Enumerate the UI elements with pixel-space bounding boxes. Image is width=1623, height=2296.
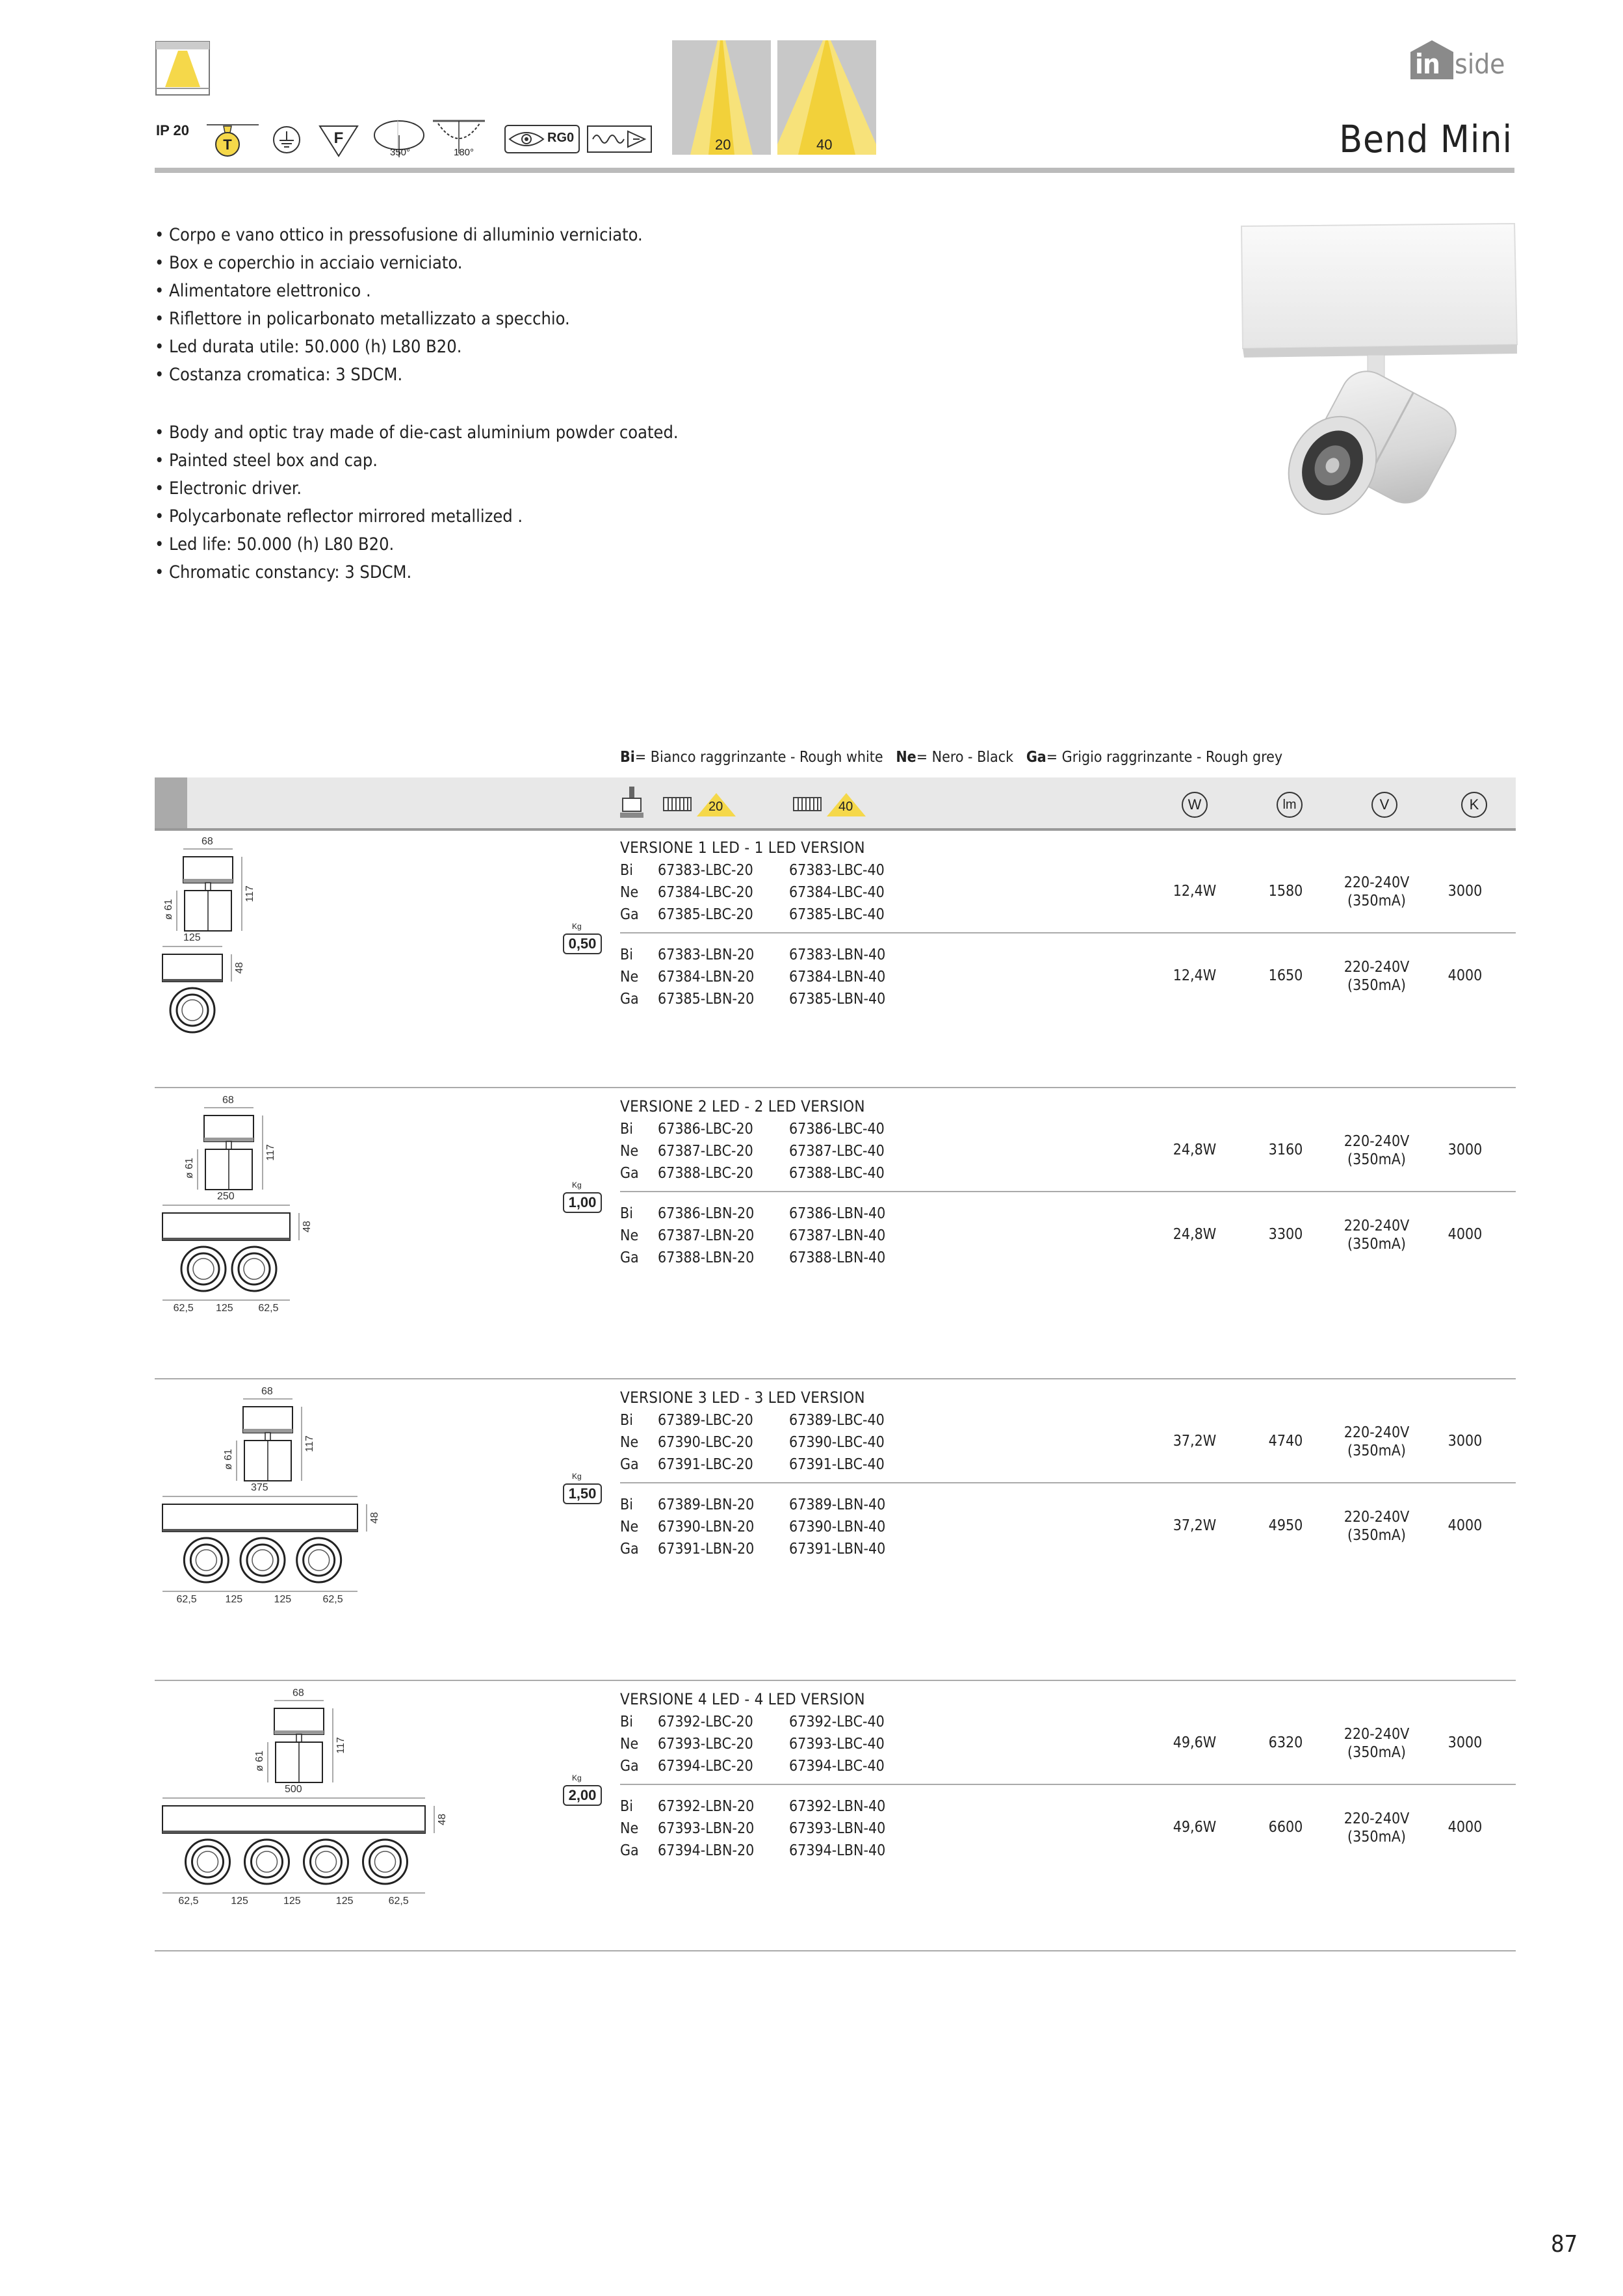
table-row: [620, 1516, 886, 1538]
dim-depth-label: 48: [369, 1512, 380, 1524]
dim-spacing-label: 62,5: [388, 1896, 409, 1907]
spot-lens: [252, 1550, 273, 1571]
product-code-20: 67384-LBC-20: [658, 884, 753, 901]
voltage: [1325, 958, 1429, 995]
table-row: [620, 1409, 885, 1431]
wattage: 12,4W: [1173, 967, 1217, 984]
product-code-20: 67387-LBN-20: [658, 1227, 755, 1244]
description-italian: [155, 221, 643, 389]
color-temperature: 4000: [1448, 967, 1483, 984]
product-code-40: 67385-LBC-40: [789, 906, 885, 923]
version-title: VERSIONE 1 LED - 1 LED VERSION: [620, 839, 865, 857]
code-group: [620, 1203, 886, 1269]
voltage: [1325, 1424, 1429, 1460]
weight-badge: [563, 1472, 602, 1506]
voltage: [1325, 1508, 1429, 1545]
code-group: [620, 1711, 885, 1777]
table-row: [620, 859, 885, 881]
header-lumen-label: lm: [1282, 798, 1297, 812]
rotation-350-label: 350°: [390, 147, 411, 158]
product-code-40: 67384-LBC-40: [789, 884, 885, 901]
lumen: 1580: [1268, 883, 1303, 900]
table-header-underline: [155, 828, 1516, 831]
finish-legend: [620, 749, 1282, 766]
box-base: [204, 1138, 253, 1141]
finish-code: Bi: [620, 1714, 633, 1730]
product-code-20: 67394-LBC-20: [658, 1758, 753, 1775]
product-photo: [1235, 221, 1521, 546]
dim-spacing-label: 62,5: [173, 1303, 194, 1314]
product-code-40: 67384-LBN-40: [789, 969, 886, 985]
lumen: 3300: [1268, 1226, 1303, 1243]
table-row: [620, 1454, 885, 1476]
section-divider: [155, 1378, 1516, 1379]
product-code-20: 67388-LBN-20: [658, 1249, 755, 1266]
current-rating: (350mA): [1347, 1527, 1406, 1544]
legend-ne-text: = Nero - Black: [916, 749, 1014, 766]
stem: [226, 1141, 231, 1149]
product-code-20: 67390-LBN-20: [658, 1519, 755, 1535]
product-code-20: 67392-LBC-20: [658, 1714, 753, 1730]
wattage: 37,2W: [1173, 1517, 1217, 1534]
finish-code: Ne: [620, 969, 639, 985]
table-row: [620, 1818, 886, 1840]
table-row: [620, 1795, 886, 1818]
wattage: 49,6W: [1173, 1819, 1217, 1836]
product-code-40: 67386-LBN-40: [789, 1205, 886, 1222]
product-code-20: 67390-LBC-20: [658, 1434, 753, 1451]
product-code-40: 67390-LBC-40: [789, 1434, 885, 1451]
voltage-range: 220-240V: [1344, 874, 1410, 891]
weight-value: 2,00: [563, 1785, 602, 1806]
logo-in: in: [1415, 48, 1440, 80]
finish-code: Ne: [620, 1519, 639, 1535]
weight-value: 0,50: [563, 933, 602, 954]
product-code-20: 67383-LBC-20: [658, 862, 753, 879]
finish-code: Ne: [620, 1434, 639, 1451]
legend-ga-key: Ga: [1026, 749, 1046, 766]
finish-code: Bi: [620, 1412, 633, 1429]
dim-diameter-label: ø 61: [184, 1157, 196, 1179]
header-kelvin-icon: [1461, 792, 1487, 818]
header-lumen-icon: [1277, 792, 1303, 818]
dim-top-label: 68: [261, 1386, 273, 1397]
box-base: [243, 1429, 292, 1433]
dim-length-label: 125: [183, 932, 201, 943]
dim-spacing-label: 125: [231, 1896, 248, 1907]
current-rating: (350mA): [1347, 893, 1406, 909]
dim-spacing-label: 62,5: [258, 1303, 279, 1314]
voltage-range: 220-240V: [1344, 1424, 1410, 1441]
product-code-40: 67392-LBN-40: [789, 1798, 886, 1815]
group-divider: [620, 932, 1516, 933]
finish-code: Bi: [620, 1121, 633, 1138]
wattage: 12,4W: [1173, 883, 1217, 900]
finish-code: Bi: [620, 862, 633, 879]
track-body: [162, 1504, 357, 1532]
header-volt-icon: [1371, 792, 1397, 818]
product-code-40: 67383-LBC-40: [789, 862, 885, 879]
lumen: 4950: [1268, 1517, 1303, 1534]
product-code-20: 67386-LBN-20: [658, 1205, 755, 1222]
table-row: [620, 1225, 886, 1247]
color-temperature: 3000: [1448, 1734, 1483, 1751]
table-row: [620, 1733, 885, 1755]
beam-20-label: 20: [715, 137, 731, 153]
color-temperature: 3000: [1448, 1433, 1483, 1450]
header-kelvin-label: K: [1469, 796, 1479, 813]
product-code-20: 67385-LBN-20: [658, 991, 755, 1008]
product-code-20: 67393-LBC-20: [658, 1736, 753, 1753]
box-base: [274, 1730, 324, 1734]
lumen: 3160: [1268, 1141, 1303, 1158]
box-base: [183, 879, 233, 883]
table-row: [620, 1162, 885, 1184]
product-code-20: 67383-LBN-20: [658, 946, 755, 963]
track-edge: [162, 1529, 357, 1532]
header-divider: [155, 168, 1514, 173]
finish-code: Bi: [620, 1205, 633, 1222]
voltage: [1325, 1725, 1429, 1762]
voltage: [1325, 1810, 1429, 1846]
technical-drawing: [157, 1091, 376, 1325]
dim-spacing-label: 125: [225, 1594, 243, 1605]
code-group: [620, 1409, 885, 1476]
dim-height-label: 117: [244, 885, 255, 902]
dim-spacing-label: 62,5: [176, 1594, 197, 1605]
code-group: [620, 1494, 886, 1560]
voltage-range: 220-240V: [1344, 1726, 1410, 1743]
desc-it-line: • Box e coperchio in acciaio verniciato.: [155, 253, 463, 273]
finish-code: Ga: [620, 906, 639, 923]
finish-code: Ga: [620, 991, 639, 1008]
temperature-icon: [207, 124, 259, 160]
finish-code: Bi: [620, 1496, 633, 1513]
page-number: 87: [1551, 2231, 1578, 2258]
code-group: [620, 944, 886, 1010]
current-rating: (350mA): [1347, 1829, 1406, 1846]
product-code-40: 67391-LBC-40: [789, 1456, 885, 1473]
weight-badge: [563, 1773, 602, 1807]
finish-code: Ne: [620, 1736, 639, 1753]
legend-bi-text: = Bianco raggrinzante - Rough white: [634, 749, 883, 766]
finish-code: Ga: [620, 1456, 639, 1473]
product-code-40: 67387-LBC-40: [789, 1143, 885, 1160]
lumen: 6600: [1268, 1819, 1303, 1836]
product-code-20: 67391-LBN-20: [658, 1541, 755, 1558]
color-temperature: 4000: [1448, 1819, 1483, 1836]
spot-lens: [316, 1851, 337, 1872]
section-divider: [155, 1950, 1516, 1951]
version-title: VERSIONE 3 LED - 3 LED VERSION: [620, 1389, 865, 1407]
legend-ga-text: = Grigio raggrinzante - Rough grey: [1046, 749, 1283, 766]
logo-side: side: [1455, 48, 1505, 80]
product-code-40: 67386-LBC-40: [789, 1121, 885, 1138]
finish-code: Ga: [620, 1541, 639, 1558]
desc-it-line: • Costanza cromatica: 3 SDCM.: [155, 365, 403, 385]
finish-code: Ga: [620, 1842, 639, 1859]
voltage-range: 220-240V: [1344, 1218, 1410, 1234]
ip-rating: IP 20: [156, 122, 189, 138]
color-temperature: 3000: [1448, 1141, 1483, 1158]
dim-height-label: 117: [335, 1737, 346, 1754]
product-code-40: 67385-LBN-40: [789, 991, 886, 1008]
product-code-20: 67394-LBN-20: [658, 1842, 755, 1859]
dim-length-label: 500: [285, 1784, 302, 1795]
finish-code: Ga: [620, 1758, 639, 1775]
dim-spacing-label: 125: [335, 1896, 354, 1907]
ceiling-mount-icon: [155, 40, 211, 96]
group-divider: [620, 1191, 1516, 1192]
voltage-range: 220-240V: [1344, 1810, 1410, 1827]
product-code-20: 67392-LBN-20: [658, 1798, 755, 1815]
table-row: [620, 1755, 885, 1777]
wattage: 37,2W: [1173, 1433, 1217, 1450]
table-row: [620, 944, 886, 966]
color-temperature: 3000: [1448, 883, 1483, 900]
spot-lens: [193, 1259, 214, 1279]
spot-lens: [375, 1851, 396, 1872]
spot-lens: [244, 1259, 265, 1279]
desc-it-line: • Led durata utile: 50.000 (h) L80 B20.: [155, 337, 462, 357]
stem: [205, 883, 211, 891]
color-temperature: 4000: [1448, 1517, 1483, 1534]
desc-en-line: • Chromatic constancy: 3 SDCM.: [155, 562, 412, 582]
product-code-40: 67389-LBC-40: [789, 1412, 885, 1429]
desc-it-line: • Alimentatore elettronico .: [155, 281, 371, 301]
dim-diameter-label: ø 61: [223, 1448, 235, 1470]
voltage-range: 220-240V: [1344, 959, 1410, 976]
brand-logo: [1410, 40, 1514, 79]
track-body: [162, 1213, 290, 1240]
color-temperature: 4000: [1448, 1226, 1483, 1243]
dim-depth-label: 48: [301, 1221, 313, 1233]
spot-lens: [196, 1550, 216, 1571]
rg0-label: RG0: [547, 131, 575, 145]
product-code-20: 67389-LBN-20: [658, 1496, 755, 1513]
spot-lens: [182, 1000, 203, 1021]
kg-label: Kg: [572, 1773, 582, 1782]
header-beam-40: 40: [838, 800, 853, 814]
product-code-40: 67388-LBN-40: [789, 1249, 886, 1266]
desc-en-line: • Electronic driver.: [155, 478, 302, 499]
finish-code: Ne: [620, 1227, 639, 1244]
voltage: [1325, 1132, 1429, 1169]
dim-spacing-label: 62,5: [178, 1896, 199, 1907]
track-body: [162, 954, 222, 982]
eye-icon: [508, 129, 545, 150]
code-group: [620, 859, 885, 926]
product-code-40: 67391-LBN-40: [789, 1541, 886, 1558]
product-code-20: 67387-LBC-20: [658, 1143, 753, 1160]
product-code-40: 67389-LBN-40: [789, 1496, 886, 1513]
beam-40-label: 40: [816, 137, 833, 153]
kg-label: Kg: [572, 922, 582, 931]
product-title: Bend Mini: [1339, 117, 1513, 161]
product-code-20: 67384-LBN-20: [658, 969, 755, 985]
desc-en-line: • Body and optic tray made of die-cast aluminium powder coated.: [155, 423, 679, 443]
lens-20-icon: [663, 797, 692, 811]
finish-code: Ne: [620, 884, 639, 901]
lumen: 6320: [1268, 1734, 1303, 1751]
desc-it-line: • Corpo e vano ottico in pressofusione di alluminio verniciato.: [155, 225, 643, 245]
desc-it-line: • Riflettore in policarbonato metallizzato a specchio.: [155, 309, 570, 329]
lumen: 4740: [1268, 1433, 1303, 1450]
technical-drawing: [157, 1382, 443, 1616]
dim-depth-label: 48: [233, 962, 245, 974]
dim-spacing-label: 62,5: [322, 1594, 343, 1605]
dim-spacing-label: 125: [274, 1594, 292, 1605]
weight-badge: [563, 1181, 602, 1214]
finish-code: Ne: [620, 1820, 639, 1837]
table-row: [620, 1203, 886, 1225]
weight-value: 1,50: [563, 1483, 602, 1504]
product-code-20: 67386-LBC-20: [658, 1121, 753, 1138]
product-code-40: 67390-LBN-40: [789, 1519, 886, 1535]
product-code-40: 67392-LBC-40: [789, 1714, 885, 1730]
table-row: [620, 1431, 885, 1454]
table-row: [620, 1538, 886, 1560]
finish-code: Ga: [620, 1165, 639, 1182]
wattage: 49,6W: [1173, 1734, 1217, 1751]
table-row: [620, 1140, 885, 1162]
weight-badge: [563, 922, 602, 956]
header-volt-label: V: [1379, 796, 1390, 813]
current-rating: (350mA): [1347, 1744, 1406, 1761]
finish-code: Ne: [620, 1143, 639, 1160]
table-row: [620, 881, 885, 904]
version-title: VERSIONE 2 LED - 2 LED VERSION: [620, 1097, 865, 1115]
lens-40-icon: [793, 797, 822, 811]
header-beam-20: 20: [708, 800, 723, 814]
current-rating: (350mA): [1347, 1151, 1406, 1168]
table-row: [620, 904, 885, 926]
kg-label: Kg: [572, 1181, 582, 1190]
t-symbol: T: [223, 137, 232, 153]
product-code-40: 67393-LBN-40: [789, 1820, 886, 1837]
dim-length-label: 375: [251, 1482, 268, 1493]
header-watt-icon: [1182, 792, 1208, 818]
svg-text:F: F: [333, 129, 344, 147]
rg0-badge: [504, 125, 580, 153]
spot-lens: [198, 1851, 218, 1872]
description-english: [155, 419, 679, 586]
voltage: [1325, 1217, 1429, 1253]
dim-spacing-label: 125: [283, 1896, 301, 1907]
current-rating: (350mA): [1347, 1442, 1406, 1459]
earth-ground-icon: [272, 125, 302, 155]
track-edge: [162, 1831, 425, 1833]
product-code-20: 67388-LBC-20: [658, 1165, 753, 1182]
table-row: [620, 988, 886, 1010]
code-group: [620, 1795, 886, 1862]
stem: [265, 1433, 270, 1441]
table-row: [620, 1118, 885, 1140]
track-edge: [162, 1238, 290, 1240]
legend-ne-key: Ne: [896, 749, 916, 766]
table-row: [620, 966, 886, 988]
section-divider: [155, 1680, 1516, 1681]
table-row: [620, 1494, 886, 1516]
weight-value: 1,00: [563, 1192, 602, 1213]
lumen: 1650: [1268, 967, 1303, 984]
dim-diameter-label: ø 61: [254, 1750, 266, 1772]
desc-en-line: • Led life: 50.000 (h) L80 B20.: [155, 534, 395, 554]
f-mark-icon: [318, 124, 359, 157]
group-divider: [620, 1482, 1516, 1483]
product-code-20: 67389-LBC-20: [658, 1412, 753, 1429]
product-code-40: 67394-LBC-40: [789, 1758, 885, 1775]
product-code-20: 67391-LBC-20: [658, 1456, 753, 1473]
dim-height-label: 117: [265, 1144, 276, 1161]
finish-code: Bi: [620, 1798, 633, 1815]
desc-en-line: • Polycarbonate reflector mirrored metallized .: [155, 506, 523, 527]
dim-depth-label: 48: [436, 1814, 448, 1825]
product-code-20: 67385-LBC-20: [658, 906, 753, 923]
product-code-40: 67387-LBN-40: [789, 1227, 886, 1244]
desc-en-line: • Painted steel box and cap.: [155, 450, 378, 471]
wattage: 24,8W: [1173, 1141, 1217, 1158]
header-bar-accent: [155, 777, 187, 828]
current-rating: (350mA): [1347, 977, 1406, 994]
product-code-40: 67383-LBN-40: [789, 946, 886, 963]
dim-top-label: 68: [292, 1688, 304, 1699]
version-title: VERSIONE 4 LED - 4 LED VERSION: [620, 1690, 865, 1708]
dim-top-label: 68: [201, 836, 213, 847]
wattage: 24,8W: [1173, 1226, 1217, 1243]
dim-diameter-label: ø 61: [163, 898, 175, 920]
dim-length-label: 250: [217, 1191, 235, 1202]
track-edge: [162, 979, 222, 982]
finish-code: Bi: [620, 946, 633, 963]
code-group: [620, 1118, 885, 1184]
fixture-icon: [620, 787, 643, 820]
finish-code: Ga: [620, 1249, 639, 1266]
voltage-range: 220-240V: [1344, 1509, 1410, 1526]
spot-lens: [309, 1550, 330, 1571]
technical-drawing: [157, 1684, 511, 1918]
dim-spacing-label: 125: [216, 1303, 233, 1314]
header-watt-label: W: [1188, 796, 1202, 813]
product-code-20: 67393-LBN-20: [658, 1820, 755, 1837]
dim-height-label: 117: [304, 1435, 315, 1452]
kg-label: Kg: [572, 1472, 582, 1481]
table-header-bar: [155, 777, 1516, 828]
voltage: [1325, 874, 1429, 910]
product-code-40: 67394-LBN-40: [789, 1842, 886, 1859]
table-row: [620, 1840, 886, 1862]
track-body: [162, 1806, 425, 1833]
product-code-40: 67388-LBC-40: [789, 1165, 885, 1182]
driver-icon: [586, 125, 653, 153]
spot-lens: [257, 1851, 278, 1872]
section-divider: [155, 1087, 1516, 1088]
voltage-range: 220-240V: [1344, 1133, 1410, 1150]
product-code-40: 67393-LBC-40: [789, 1736, 885, 1753]
legend-bi-key: Bi: [620, 749, 635, 766]
technical-drawing: [157, 832, 308, 1066]
dim-top-label: 68: [222, 1095, 234, 1106]
table-row: [620, 1711, 885, 1733]
table-row: [620, 1247, 886, 1269]
tilt-180-label: 180°: [454, 147, 474, 158]
current-rating: (350mA): [1347, 1236, 1406, 1253]
stem: [296, 1734, 302, 1742]
group-divider: [620, 1784, 1516, 1785]
